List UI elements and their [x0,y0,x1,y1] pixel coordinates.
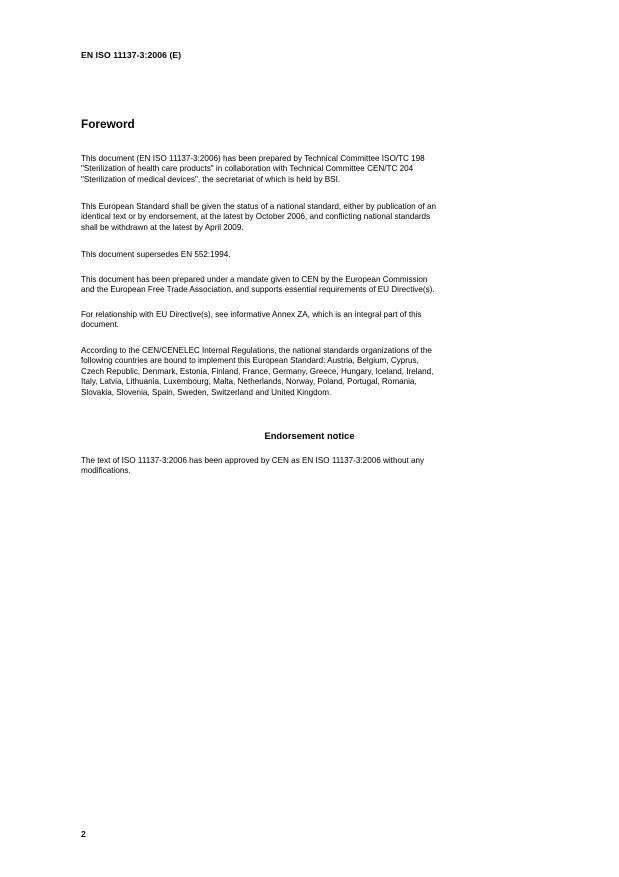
text-line: Slovakia, Slovenia, Spain, Sweden, Switzerland and United Kingdom. [81,387,332,397]
text-line: document. [81,320,119,330]
text-line: Italy, Latvia, Lithuania, Luxembourg, Malta, Netherlands, Norway, Poland, Portugal, Romania, [81,377,417,387]
foreword-paragraph [81,202,541,233]
text-line: According to the CEN/CENELEC Internal Regulations, the national standards organizations of the [81,346,432,355]
text-line: The text of ISO 11137-3:2006 has been approved by CEN as EN ISO 11137-3:2006 without any [81,456,425,465]
endorsement-paragraph [81,456,541,477]
text-line: This European Standard shall be given the status of a national standard, either by publication of an [81,202,437,211]
foreword-paragraph [81,154,541,185]
document-id-header: EN ISO 11137-3:2006 (E) [81,50,182,60]
foreword-paragraph [81,346,541,398]
foreword-paragraph [81,310,541,331]
endorsement-heading: Endorsement notice [264,430,355,441]
text-line: modifications. [81,466,131,476]
text-line: "Sterilization of medical devices", the secretariat of which is held by BSI. [81,174,341,184]
text-line: "Sterilization of health care products" in collaboration with Technical Committee CEN/TC 204 [81,164,414,174]
text-line: identical text or by endorsement, at the latest by October 2006, and conflicting national standards [81,212,431,222]
page-number: 2 [81,829,86,839]
text-line: following countries are bound to implement this European Standard: Austria, Belgium, Cyprus, [81,356,419,366]
text-line: This document (EN ISO 11137-3:2006) has been prepared by Technical Committee ISO/TC 198 [81,154,425,163]
text-line: This document supersedes EN 552:1994. [81,250,231,259]
text-line: shall be withdrawn at the latest by April 2009. [81,222,244,232]
text-line: and the European Free Trade Association, and supports essential requirements of EU Directive(s). [81,285,435,295]
foreword-paragraph [81,250,541,260]
foreword-heading: Foreword [81,117,135,131]
text-line: For relationship with EU Directive(s), see informative Annex ZA, which is an integral part of this [81,310,422,319]
text-line: Czech Republic, Denmark, Estonia, Finland, France, Germany, Greece, Hungary, Iceland, Ireland, [81,366,434,376]
text-line: This document has been prepared under a mandate given to CEN by the European Commission [81,275,428,284]
foreword-paragraph [81,275,541,296]
